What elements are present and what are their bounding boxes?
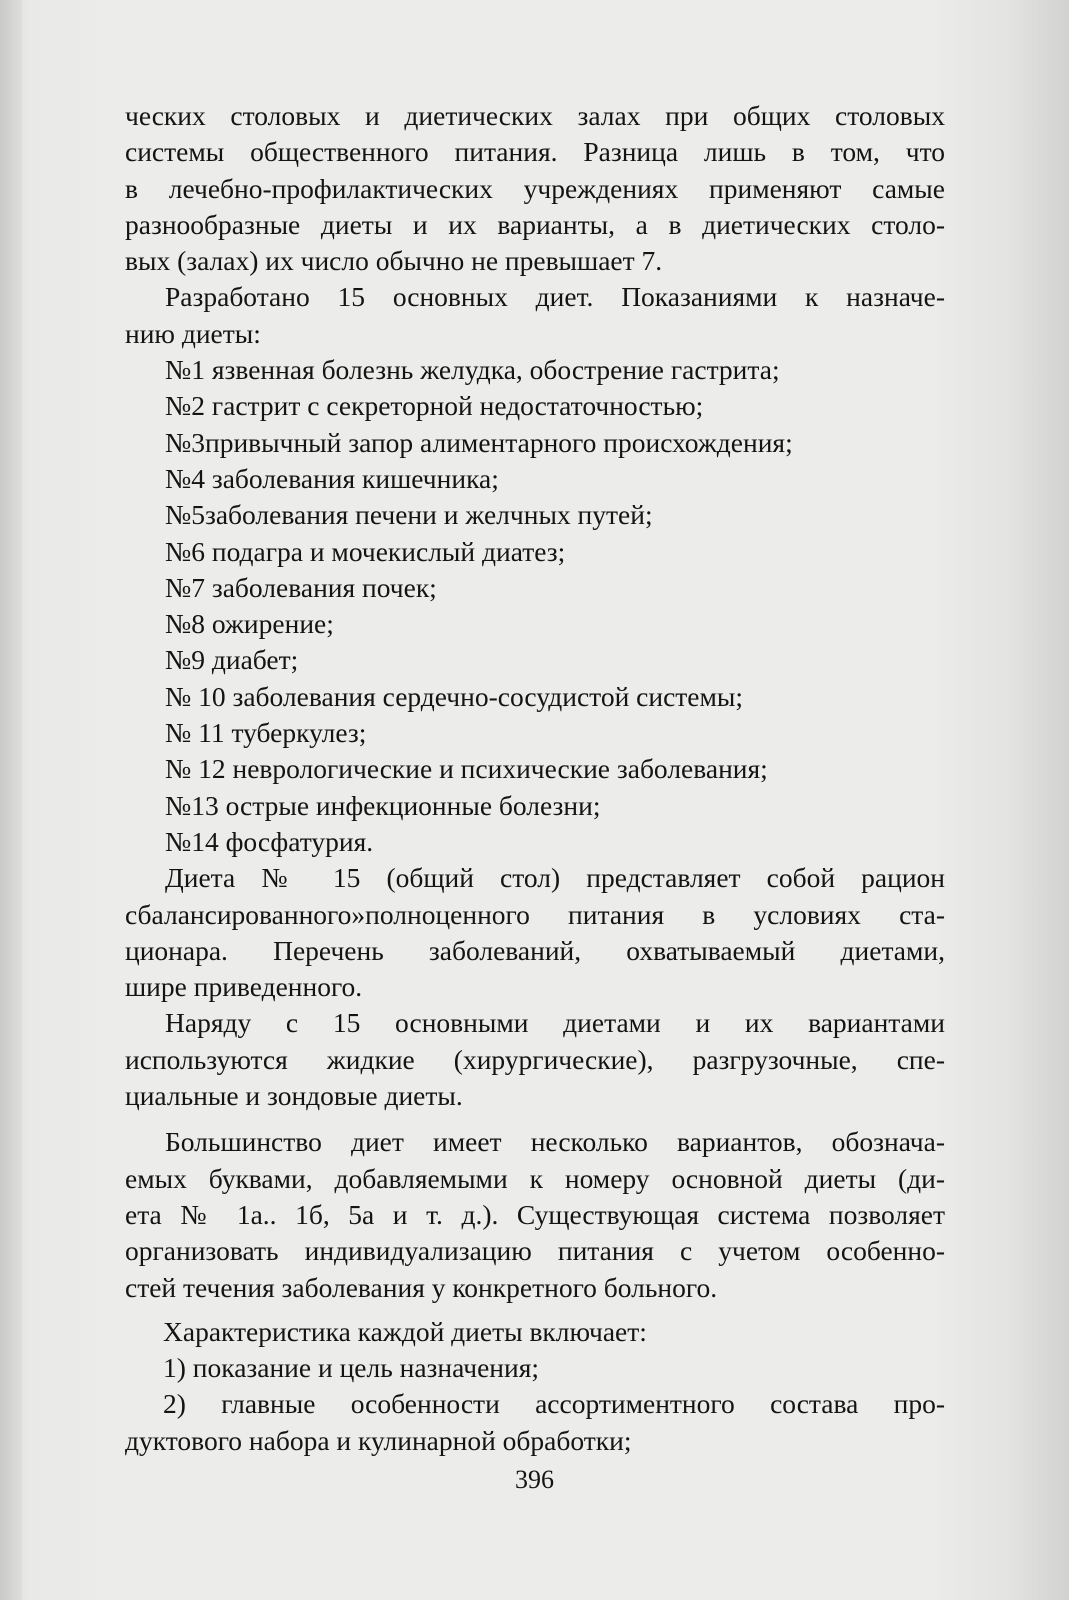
diet-list-item: №5заболевания печени и желчных путей;	[165, 499, 653, 531]
diet-list-item: №7 заболевания почек;	[165, 571, 437, 603]
diet-list-item: №4 заболевания кишечника;	[165, 462, 499, 494]
diet-list-item: №6 подагра и мочекислый диатез;	[165, 535, 566, 567]
diet-list-item: №2 гастрит с секреторной недостаточностью;	[165, 390, 704, 422]
diet-list-item: №9 диабет;	[165, 644, 299, 676]
diet-list-item: №3привычный запор алиментарного происхождения;	[165, 426, 793, 458]
diet-list-item: №8 ожирение;	[165, 608, 334, 640]
text-line: емых буквами, добавляемыми к номеру основной диеты (ди-	[125, 1162, 945, 1194]
text-line: ета № 1а.. 1б, 5а и т. д.). Существующая система позволяет	[125, 1198, 945, 1230]
text-line: Разработано 15 основных диет. Показаниями к назначе-	[165, 281, 945, 313]
text-line: циальные и зондовые диеты.	[125, 1080, 463, 1112]
text-line: Диета № 15 (общий стол) представляет собой рацион	[165, 862, 945, 894]
text-line: системы общественного питания. Разница лишь в том, что	[125, 136, 945, 168]
text-line: используются жидкие (хирургические), разгрузочные, спе-	[125, 1043, 945, 1075]
page-body	[125, 98, 945, 1459]
text-line: разнообразные диеты и их варианты, а в диетических столо-	[125, 208, 945, 240]
text-line: шире приведенного.	[125, 971, 363, 1003]
text-line: 1) показание и цель назначения;	[163, 1352, 540, 1384]
text-line: Характеристика каждой диеты включает:	[163, 1315, 647, 1347]
diet-list-item: №1 язвенная болезнь желудка, обострение гастрита;	[165, 354, 780, 386]
diet-list-item: № 11 туберкулез;	[165, 717, 367, 749]
text-line: сбалансированного»полноценного питания в условиях ста-	[125, 898, 945, 930]
page-number: 396	[515, 1465, 554, 1494]
text-line: Наряду с 15 основными диетами и их вариантами	[165, 1007, 945, 1039]
text-line: 2) главные особенности ассортиментного состава про-	[163, 1388, 945, 1420]
text-line: вых (залах) их число обычно не превышает 7.	[125, 245, 663, 277]
text-line: стей течения заболевания у конкретного больного.	[125, 1271, 718, 1303]
text-line: нию диеты:	[125, 317, 261, 349]
text-line: организовать индивидуализацию питания с учетом особенно-	[125, 1235, 945, 1267]
paragraph-gap	[125, 1114, 945, 1124]
diet-list-item: №14 фосфатурия.	[165, 825, 374, 857]
diet-list-item: № 10 заболевания сердечно-сосудистой системы;	[165, 680, 744, 712]
text-line: в лечебно-профилактических учреждениях применяют самые	[125, 172, 945, 204]
diet-list-item: №13 острые инфекционные болезни;	[165, 789, 601, 821]
text-line: ционара. Перечень заболеваний, охватываемый диетами,	[125, 934, 945, 966]
paragraph-gap	[125, 1306, 945, 1314]
text-line: ческих столовых и диетических залах при общих столовых	[125, 100, 945, 131]
text-line: Большинство диет имеет несколько вариантов, обознача-	[165, 1126, 945, 1158]
text-line: дуктового набора и кулинарной обработки;	[125, 1424, 632, 1456]
diet-list-item: № 12 неврологические и психические заболевания;	[165, 753, 768, 785]
page-gutter-shadow	[0, 0, 22, 1600]
